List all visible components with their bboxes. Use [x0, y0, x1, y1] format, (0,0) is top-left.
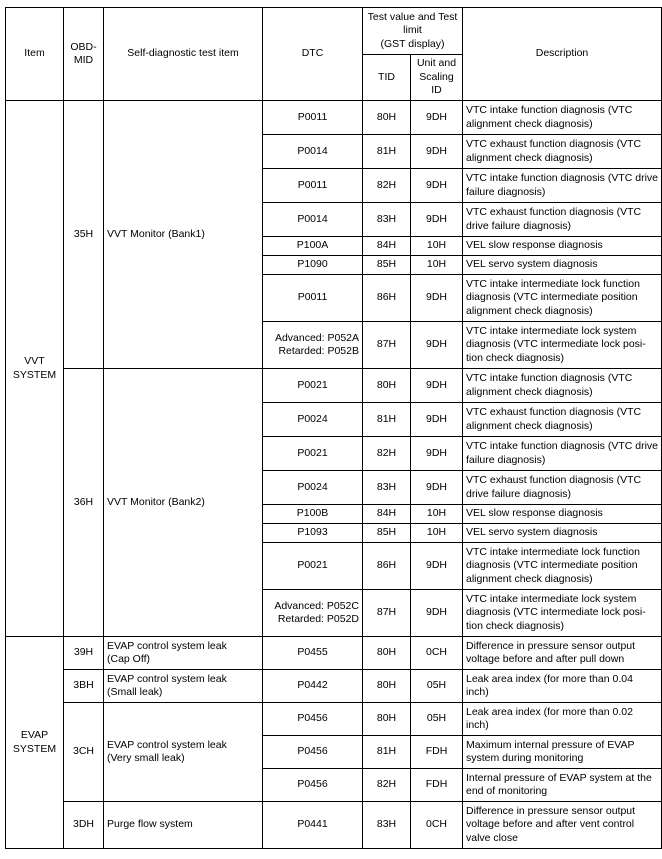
- dtc-cell: P1090: [263, 256, 363, 275]
- table-row: [6, 670, 662, 703]
- unit-scaling-cell: 10H: [411, 524, 463, 543]
- tid-cell: 81H: [363, 736, 411, 769]
- dtc-cell: P0442: [263, 670, 363, 703]
- header-description: Description: [463, 8, 662, 101]
- tid-cell: 86H: [363, 543, 411, 590]
- unit-scaling-cell: 9DH: [411, 101, 463, 135]
- description-cell: Leak area index (for more than 0.02 inch): [463, 703, 662, 736]
- unit-scaling-cell: FDH: [411, 769, 463, 802]
- tid-cell: 85H: [363, 256, 411, 275]
- dtc-cell: P100B: [263, 505, 363, 524]
- header-dtc: DTC: [263, 8, 363, 101]
- tid-cell: 81H: [363, 135, 411, 169]
- description-cell: VTC intake intermediate lock function diagnosis (VTC intermediate position alignment check diagnosis): [463, 275, 662, 322]
- tid-cell: 87H: [363, 322, 411, 369]
- description-cell: VTC intake function diagnosis (VTC drive failure diagnosis): [463, 437, 662, 471]
- table-body: [6, 101, 662, 849]
- tid-cell: 80H: [363, 670, 411, 703]
- header-tid: TID: [363, 55, 411, 101]
- dtc-cell: P0024: [263, 403, 363, 437]
- obd-mid-cell: 39H: [64, 637, 104, 670]
- dtc-cell: Advanced: P052C Retarded: P052D: [263, 590, 363, 637]
- tid-cell: 84H: [363, 237, 411, 256]
- tid-cell: 80H: [363, 101, 411, 135]
- dtc-cell: P0456: [263, 703, 363, 736]
- description-cell: VTC exhaust function diagnosis (VTC alignment check diagnosis): [463, 135, 662, 169]
- description-cell: VTC intake intermediate lock function diagnosis (VTC intermediate position alignment check diagnosis): [463, 543, 662, 590]
- dtc-cell: P0014: [263, 203, 363, 237]
- tid-cell: 85H: [363, 524, 411, 543]
- description-cell: VTC exhaust function diagnosis (VTC alignment check diagnosis): [463, 403, 662, 437]
- description-cell: Difference in pressure sensor output voltage before and after vent control valve close: [463, 802, 662, 849]
- unit-scaling-cell: 10H: [411, 505, 463, 524]
- test-item-cell: Purge flow system: [104, 802, 263, 849]
- unit-scaling-cell: 0CH: [411, 637, 463, 670]
- description-cell: VEL servo system diagnosis: [463, 524, 662, 543]
- unit-scaling-cell: 9DH: [411, 403, 463, 437]
- description-cell: Difference in pressure sensor output voltage before and after pull down: [463, 637, 662, 670]
- description-cell: VTC exhaust function diagnosis (VTC drive failure diagnosis): [463, 203, 662, 237]
- unit-scaling-cell: 05H: [411, 703, 463, 736]
- table-row: [6, 802, 662, 849]
- tid-cell: 80H: [363, 703, 411, 736]
- obd-mid-cell: 36H: [64, 369, 104, 637]
- dtc-cell: P0021: [263, 369, 363, 403]
- dtc-cell: P0021: [263, 543, 363, 590]
- table-row: [6, 637, 662, 670]
- description-cell: Internal pressure of EVAP system at the end of monitoring: [463, 769, 662, 802]
- dtc-cell: P0014: [263, 135, 363, 169]
- dtc-cell: P0455: [263, 637, 363, 670]
- header-obd-mid: OBD- MID: [64, 8, 104, 101]
- header-test-item: Self-diagnostic test item: [104, 8, 263, 101]
- dtc-cell: P0456: [263, 769, 363, 802]
- dtc-cell: P1093: [263, 524, 363, 543]
- unit-scaling-cell: FDH: [411, 736, 463, 769]
- description-cell: VTC exhaust function diagnosis (VTC drive failure diagnosis): [463, 471, 662, 505]
- description-cell: VEL slow response diagnosis: [463, 505, 662, 524]
- dtc-cell: P0024: [263, 471, 363, 505]
- description-cell: VEL servo system diagnosis: [463, 256, 662, 275]
- tid-cell: 83H: [363, 802, 411, 849]
- test-item-cell: VVT Monitor (Bank1): [104, 101, 263, 369]
- description-cell: VTC intake function diagnosis (VTC alignment check diagnosis): [463, 101, 662, 135]
- description-cell: VTC intake function diagnosis (VTC alignment check diagnosis): [463, 369, 662, 403]
- obd-mid-cell: 35H: [64, 101, 104, 369]
- test-item-cell: EVAP control system leak (Cap Off): [104, 637, 263, 670]
- tid-cell: 83H: [363, 203, 411, 237]
- unit-scaling-cell: 10H: [411, 256, 463, 275]
- tid-cell: 80H: [363, 637, 411, 670]
- unit-scaling-cell: 9DH: [411, 471, 463, 505]
- tid-cell: 81H: [363, 403, 411, 437]
- tid-cell: 87H: [363, 590, 411, 637]
- dtc-cell: P0456: [263, 736, 363, 769]
- obd-mid-cell: 3DH: [64, 802, 104, 849]
- header-test-value: Test value and Test limit (GST display): [363, 8, 463, 55]
- table-row: [6, 369, 662, 403]
- item-cell: EVAP SYSTEM: [6, 637, 64, 849]
- dtc-cell: Advanced: P052A Retarded: P052B: [263, 322, 363, 369]
- unit-scaling-cell: 9DH: [411, 369, 463, 403]
- unit-scaling-cell: 0CH: [411, 802, 463, 849]
- table-row: [6, 101, 662, 135]
- test-item-cell: VVT Monitor (Bank2): [104, 369, 263, 637]
- table-row: [6, 703, 662, 736]
- tid-cell: 82H: [363, 169, 411, 203]
- unit-scaling-cell: 9DH: [411, 275, 463, 322]
- tid-cell: 84H: [363, 505, 411, 524]
- description-cell: Maximum internal pressure of EVAP system during monitoring: [463, 736, 662, 769]
- dtc-cell: P0021: [263, 437, 363, 471]
- table-header: [6, 8, 662, 101]
- description-cell: VTC intake function diagnosis (VTC drive failure diagnosis): [463, 169, 662, 203]
- unit-scaling-cell: 9DH: [411, 203, 463, 237]
- description-cell: VTC intake intermediate lock system diagnosis (VTC intermediate lock posi- tion check diagnosis): [463, 322, 662, 369]
- item-cell: VVT SYSTEM: [6, 101, 64, 637]
- tid-cell: 80H: [363, 369, 411, 403]
- unit-scaling-cell: 9DH: [411, 543, 463, 590]
- description-cell: Leak area index (for more than 0.04 inch): [463, 670, 662, 703]
- unit-scaling-cell: 9DH: [411, 135, 463, 169]
- description-cell: VEL slow response diagnosis: [463, 237, 662, 256]
- tid-cell: 82H: [363, 769, 411, 802]
- header-unit-scaling: Unit and Scaling ID: [411, 55, 463, 101]
- dtc-cell: P0441: [263, 802, 363, 849]
- obd-mid-cell: 3BH: [64, 670, 104, 703]
- test-item-cell: EVAP control system leak (Very small leak): [104, 703, 263, 802]
- unit-scaling-cell: 9DH: [411, 169, 463, 203]
- unit-scaling-cell: 9DH: [411, 437, 463, 471]
- dtc-cell: P0011: [263, 101, 363, 135]
- obd-test-table: [5, 7, 662, 849]
- dtc-cell: P100A: [263, 237, 363, 256]
- tid-cell: 86H: [363, 275, 411, 322]
- unit-scaling-cell: 05H: [411, 670, 463, 703]
- test-item-cell: EVAP control system leak (Small leak): [104, 670, 263, 703]
- obd-mid-cell: 3CH: [64, 703, 104, 802]
- dtc-cell: P0011: [263, 169, 363, 203]
- tid-cell: 82H: [363, 437, 411, 471]
- header-item: Item: [6, 8, 64, 101]
- unit-scaling-cell: 9DH: [411, 322, 463, 369]
- unit-scaling-cell: 10H: [411, 237, 463, 256]
- tid-cell: 83H: [363, 471, 411, 505]
- unit-scaling-cell: 9DH: [411, 590, 463, 637]
- description-cell: VTC intake intermediate lock system diagnosis (VTC intermediate lock posi- tion check diagnosis): [463, 590, 662, 637]
- dtc-cell: P0011: [263, 275, 363, 322]
